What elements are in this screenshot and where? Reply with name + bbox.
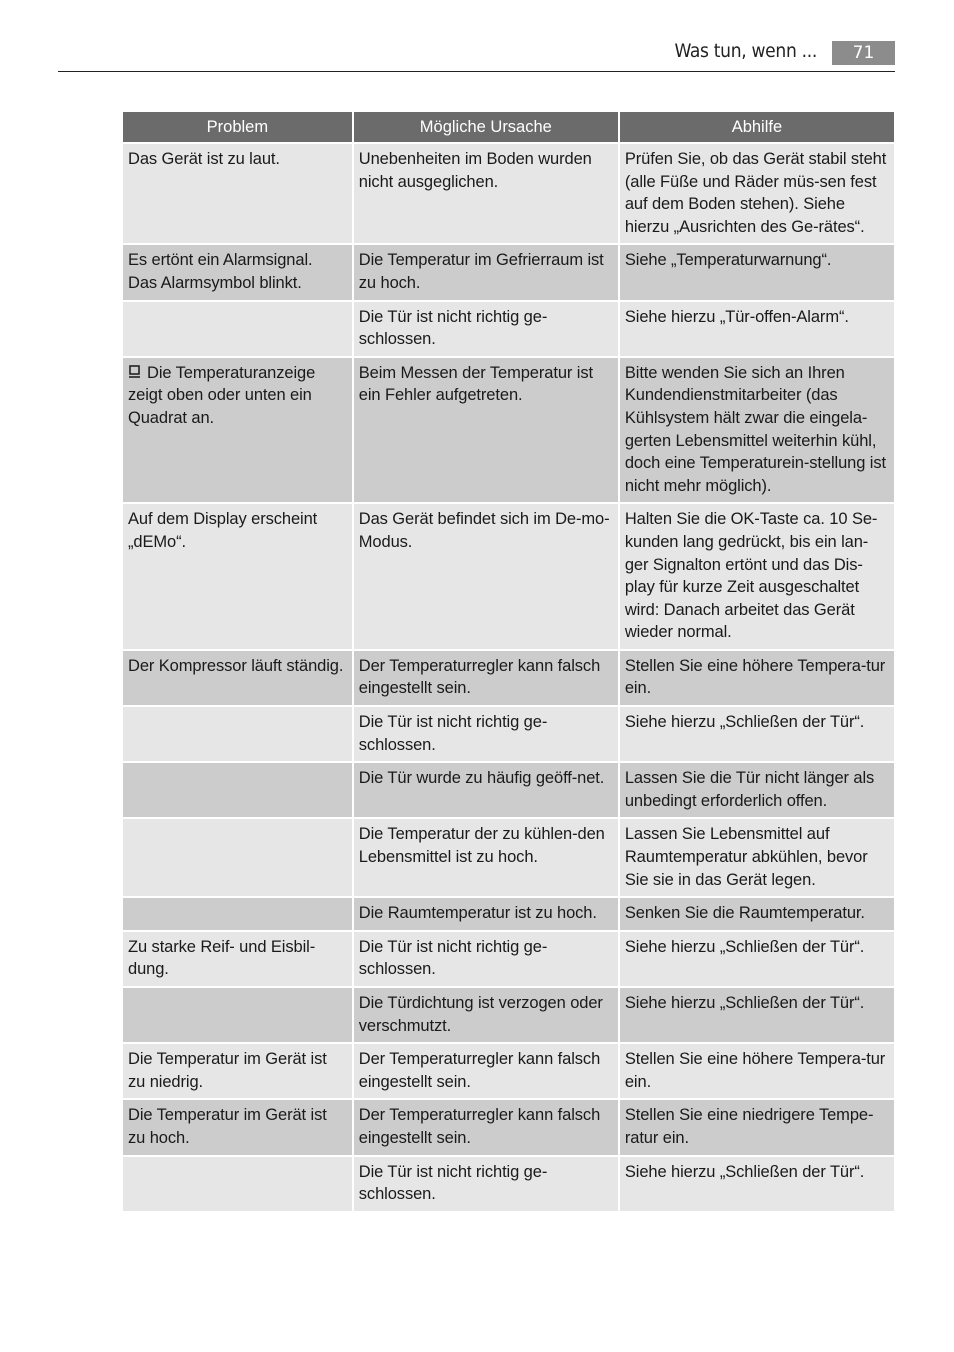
cause-cell: Beim Messen der Temperatur ist ein Fehler aufgetreten. <box>354 358 618 503</box>
problem-text: Das Gerät ist zu laut. <box>128 150 280 168</box>
remedy-cell: Siehe hierzu „Schließen der Tür“. <box>620 707 894 761</box>
table-row <box>123 707 894 761</box>
remedy-cell: Siehe hierzu „Schließen der Tür“. <box>620 988 894 1042</box>
cause-cell: Die Türdichtung ist verzogen oder verschmutzt. <box>354 988 618 1042</box>
problem-cell <box>123 245 352 299</box>
cause-cell: Die Raumtemperatur ist zu hoch. <box>354 898 618 930</box>
remedy-cell: Lassen Sie Lebensmittel auf Raumtemperatur abkühlen, bevor Sie sie in das Gerät legen. <box>620 819 894 896</box>
cause-cell: Die Tür ist nicht richtig ge-schlossen. <box>354 707 618 761</box>
remedy-cell: Siehe „Temperaturwarnung“. <box>620 245 894 299</box>
table-row <box>123 651 894 705</box>
problem-cell <box>123 504 352 649</box>
problem-cell <box>123 763 352 817</box>
cause-cell: Der Temperaturregler kann falsch eingestellt sein. <box>354 1100 618 1154</box>
remedy-cell: Lassen Sie die Tür nicht länger als unbedingt erforderlich offen. <box>620 763 894 817</box>
column-header-problem: Problem <box>123 112 352 142</box>
section-title: Was tun, wenn ... <box>674 40 817 62</box>
problem-cell <box>123 1044 352 1098</box>
problem-cell <box>123 302 352 356</box>
remedy-cell: Halten Sie die OK-Taste ca. 10 Se-kunden lang gedrückt, bis ein lan-ger Signalton ertönt und das Dis-play für kurze Zeit ausgeschaltet wird: Danach arbeitet das Gerät wieder normal. <box>620 504 894 649</box>
page-number: 71 <box>832 41 895 65</box>
remedy-cell: Senken Sie die Raumtemperatur. <box>620 898 894 930</box>
column-header-cause: Mögliche Ursache <box>354 112 618 142</box>
cause-cell: Die Tür ist nicht richtig ge-schlossen. <box>354 1157 618 1211</box>
remedy-cell: Siehe hierzu „Schließen der Tür“. <box>620 1157 894 1211</box>
remedy-cell: Stellen Sie eine niedrigere Tempe-ratur ein. <box>620 1100 894 1154</box>
problem-cell <box>123 1100 352 1154</box>
table-row <box>123 988 894 1042</box>
cause-cell: Der Temperaturregler kann falsch eingestellt sein. <box>354 1044 618 1098</box>
problem-cell <box>123 358 352 503</box>
table-row <box>123 1044 894 1098</box>
table-row <box>123 763 894 817</box>
table-row <box>123 504 894 649</box>
remedy-cell: Siehe hierzu „Schließen der Tür“. <box>620 932 894 986</box>
cause-cell: Die Tür wurde zu häufig geöff-net. <box>354 763 618 817</box>
table-row <box>123 1157 894 1211</box>
table-body <box>123 144 894 1211</box>
remedy-cell: Stellen Sie eine höhere Tempera-tur ein. <box>620 1044 894 1098</box>
page-header <box>58 38 895 72</box>
problem-cell <box>123 1157 352 1211</box>
problem-cell <box>123 651 352 705</box>
cause-cell: Die Temperatur im Gefrierraum ist zu hoch. <box>354 245 618 299</box>
problem-text: Es ertönt ein Alarmsignal. Das Alarmsymbol blinkt. <box>128 251 313 292</box>
cause-cell: Das Gerät befindet sich im De-mo-Modus. <box>354 504 618 649</box>
problem-text: Der Kompressor läuft ständig. <box>128 656 344 675</box>
problem-text: Auf dem Display erscheint „dEMo“. <box>128 510 318 551</box>
table-row <box>123 898 894 930</box>
problem-text: Die Temperatur im Gerät ist zu hoch. <box>128 1106 327 1147</box>
problem-cell <box>123 144 352 243</box>
remedy-cell: Siehe hierzu „Tür-offen-Alarm“. <box>620 302 894 356</box>
table-row <box>123 144 894 243</box>
problem-cell <box>123 707 352 761</box>
cause-cell: Die Tür ist nicht richtig ge-schlossen. <box>354 302 618 356</box>
problem-text: Die Temperaturanzeige zeigt oben oder unten ein Quadrat an. <box>128 363 316 427</box>
problem-text: Zu starke Reif- und Eisbil-dung. <box>128 937 316 979</box>
cause-cell: Der Temperaturregler kann falsch eingestellt sein. <box>354 651 618 705</box>
column-header-remedy: Abhilfe <box>620 112 894 142</box>
problem-cell <box>123 819 352 896</box>
table-row <box>123 932 894 986</box>
table-row <box>123 245 894 299</box>
remedy-cell: Stellen Sie eine höhere Tempera-tur ein. <box>620 651 894 705</box>
table-header-row <box>123 112 894 142</box>
cause-cell: Die Tür ist nicht richtig ge-schlossen. <box>354 932 618 986</box>
troubleshooting-table <box>121 110 896 1213</box>
cause-cell: Unebenheiten im Boden wurden nicht ausgeglichen. <box>354 144 618 243</box>
remedy-cell: Prüfen Sie, ob das Gerät stabil steht (alle Füße und Räder müs-sen fest auf dem Boden stehen). Siehe hierzu „Ausrichten des Ge-rätes“. <box>620 144 894 243</box>
problem-cell <box>123 988 352 1042</box>
table-row <box>123 358 894 503</box>
table-row <box>123 1100 894 1154</box>
problem-cell <box>123 932 352 986</box>
problem-cell <box>123 898 352 930</box>
table-row <box>123 819 894 896</box>
cause-cell: Die Temperatur der zu kühlen-den Lebensmittel ist zu hoch. <box>354 819 618 896</box>
table-row <box>123 302 894 356</box>
display-square-icon <box>128 365 141 378</box>
remedy-cell: Bitte wenden Sie sich an Ihren Kundendienstmitarbeiter (das Kühlsystem hält zwar die eingela-gerten Lebensmittel weiterhin kühl, doch eine Temperaturein-stellung ist nicht mehr möglich). <box>620 358 894 503</box>
problem-text: Die Temperatur im Gerät ist zu niedrig. <box>128 1050 327 1091</box>
